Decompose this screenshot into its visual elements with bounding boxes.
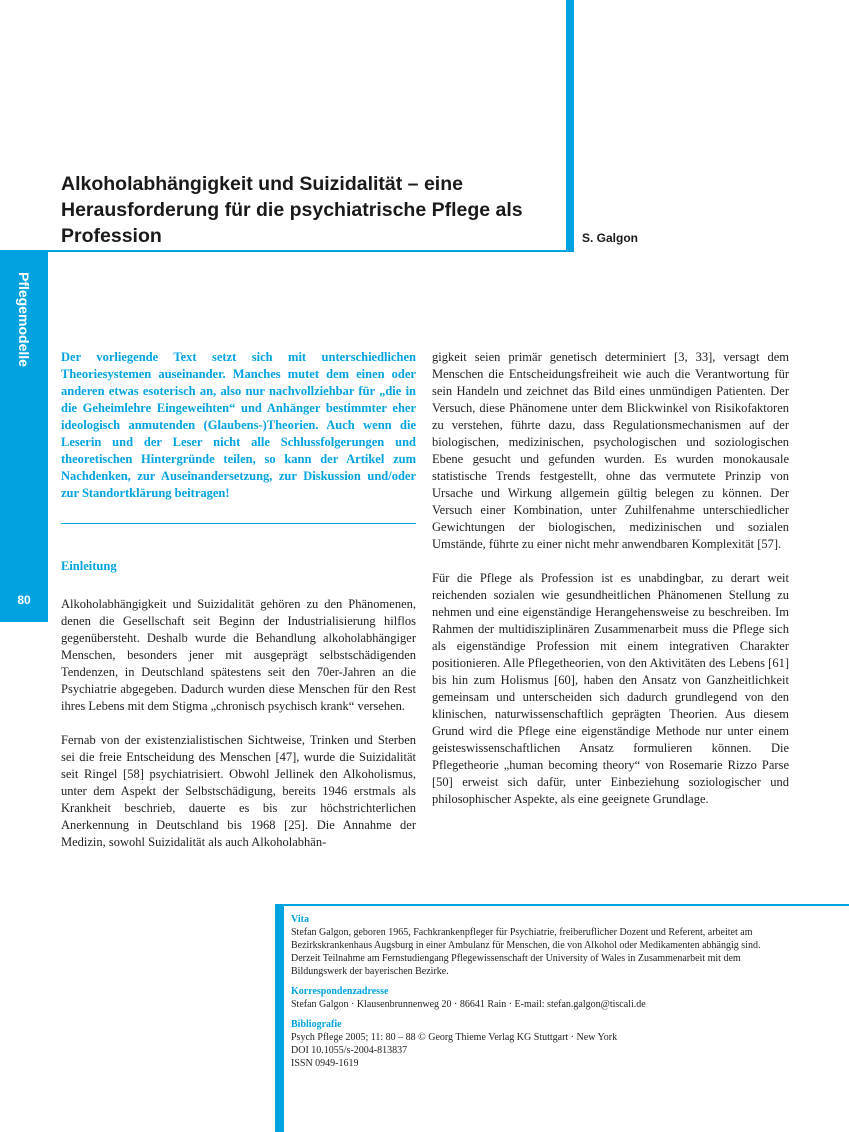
bibliography-line: DOI 10.1055/s-2004-813837 (291, 1045, 408, 1056)
abstract: Der vorliegende Text setzt sich mit unterschiedlichen Theoriesystemen auseinander. Manches mutet dem einen oder anderen etwas esoterisch an, also nur nachvollziehbar für „die in die Geheimlehre Eingeweihten“ und Anhänger bestimmter eher ideologisch anmutenden (Glaubens-)Theorien. Auch wenn die Leserin und der Leser nicht alle Schlussfolgerungen und theoretischen Hintergründe teilen, so kann der Artikel zum Nachdenken, zur Auseinandersetzung, zur Diskussion und/oder zur Standortklärung beitragen! (61, 350, 416, 500)
author-info-box (291, 913, 791, 1077)
article-author: S. Galgon (582, 231, 639, 245)
left-column (61, 349, 416, 851)
vita-box-rule (275, 904, 284, 1132)
vita-box-top-rule (275, 904, 849, 906)
abstract-divider (61, 523, 416, 524)
bibliography-line: Psych Pflege 2005; 11: 80 – 88 © Georg Thieme Verlag KG Stuttgart · New York (291, 1032, 618, 1043)
vita-section (291, 913, 791, 978)
bibliography-heading: Bibliografie (291, 1019, 342, 1030)
section-tab-label: Pflegemodelle (16, 272, 32, 367)
section-heading: Einleitung (61, 559, 117, 573)
article-title: Alkoholabhängigkeit und Suizidalität – eine Herausforderung für die psychiatrische Pflege als Profession (61, 173, 523, 247)
body-paragraph: Alkoholabhängigkeit und Suizidalität gehören zu den Phänomenen, denen die Gesellschaft seit Beginn der Industrialisierung hilflos gegenübersteht. Deshalb wurde die Behandlung alkoholabhängiger Menschen, besonders jener mit ausgeprägt selbstschädigenden Tendenzen, in Deutschland spätestens seit den 70er-Jahren an die Psychiatrie abgegeben. Dadurch wurden diese Menschen für den Rest ihres Lebens mit dem Stigma „chronisch psychisch krank“ versehen. (61, 597, 416, 713)
page-number: 80 (17, 593, 31, 607)
right-column (432, 349, 789, 808)
title-vertical-rule (566, 0, 574, 252)
vita-text: Stefan Galgon, geboren 1965, Fachkrankenpfleger für Psychiatrie, freiberuflicher Dozent und Referent, arbeitet am Bezirkskrankenhaus Augsburg in einer Ambulanz für Menschen, die von Alkohol oder Medikamenten abhängig sind. Derzeit Teilnahme am Fernstudiengang Pflegewissenschaft der University of Wales in Zusammenarbeit mit dem Bildungswerk der bayerischen Bezirke. (291, 927, 761, 977)
correspondence-text: Stefan Galgon · Klausenbrunnenweg 20 · 86641 Rain · E-mail: stefan.galgon@tiscali.de (291, 999, 646, 1010)
body-paragraph: gigkeit seien primär genetisch determiniert [3, 33], versagt dem Menschen die Entscheidungsfreiheit wie auch die Verantwortung für sein Handeln und zeichnet das Bild eines unmündigen Patienten. Der Versuch, diese Phänomene unter dem Blickwinkel von Risikofaktoren zu verstehen, führte dazu, dass Regulationsmechanismen auf der biologischen, medizinischen, psychologischen und soziologischen Ebene gesucht und gefunden wurden. Es wurden monokausale statistische Trends festgestellt, ohne das vermutete Prinzip von Ursache und Wirkung allgemein gültig belegen zu können. Der Versuch einer Kombination, unter Zuhilfenahme unterschiedlicher Gewichtungen der biologischen, medizinischen und sozialen Umstände, führte zu einer nicht mehr anwendbaren Komplexität [57]. (432, 350, 789, 551)
bibliography-section (291, 1018, 791, 1070)
title-horizontal-rule (0, 250, 574, 252)
body-paragraph: Für die Pflege als Profession ist es unabdingbar, zu derart weit reichenden sozialen wie gesundheitlichen Phänomenen Stellung zu nehmen und eine eigenständige Herangehensweise zu beschreiben. Im Rahmen der multidisziplinären Zusammenarbeit muss die Pflege sich als eigenständige Profession mit einem integrativen Charakter positionieren. Alle Pflegetheorien, von den Aktivitäten des Lebens [61] bis hin zum Holismus [60], haben den Ansatz von Ganzheitlichkeit gemeinsam und unterscheiden sich dadurch grundlegend von den klinischen, naturwissenschaftlich geprägten Theorien. Aus diesem Grund wird die Pflege eine eigenständige Methode nur unter einem geisteswissenschaftlichen Ansatz formulieren können. Die Pflegetheorie „human becoming theory“ von Rosemarie Rizzo Parse [50] erweist sich dafür, unter Einbeziehung soziologischer und philosophischer Aspekte, als eine geeignete Grundlage. (432, 571, 789, 806)
correspondence-heading: Korrespondenzadresse (291, 986, 389, 997)
correspondence-section (291, 985, 791, 1011)
body-paragraph: Fernab von der existenzialistischen Sichtweise, Trinken und Sterben sei die freie Entscheidung des Menschen [47], wurde die Suizidalität seit Ringel [58] psychiatrisiert. Obwohl Jellinek den Alkoholismus, unter dem Aspekt der Selbstschädigung, bereits 1946 erstmals als Krankheit beschrieb, dauerte es bis zur höchstrichterlichen Anerkennung in Deutschland bis 1968 [25]. Die Annahme der Medizin, sowohl Suizidalität als auch Alkoholabhän- (61, 733, 416, 849)
vita-heading: Vita (291, 914, 309, 925)
bibliography-line: ISSN 0949-1619 (291, 1058, 359, 1069)
